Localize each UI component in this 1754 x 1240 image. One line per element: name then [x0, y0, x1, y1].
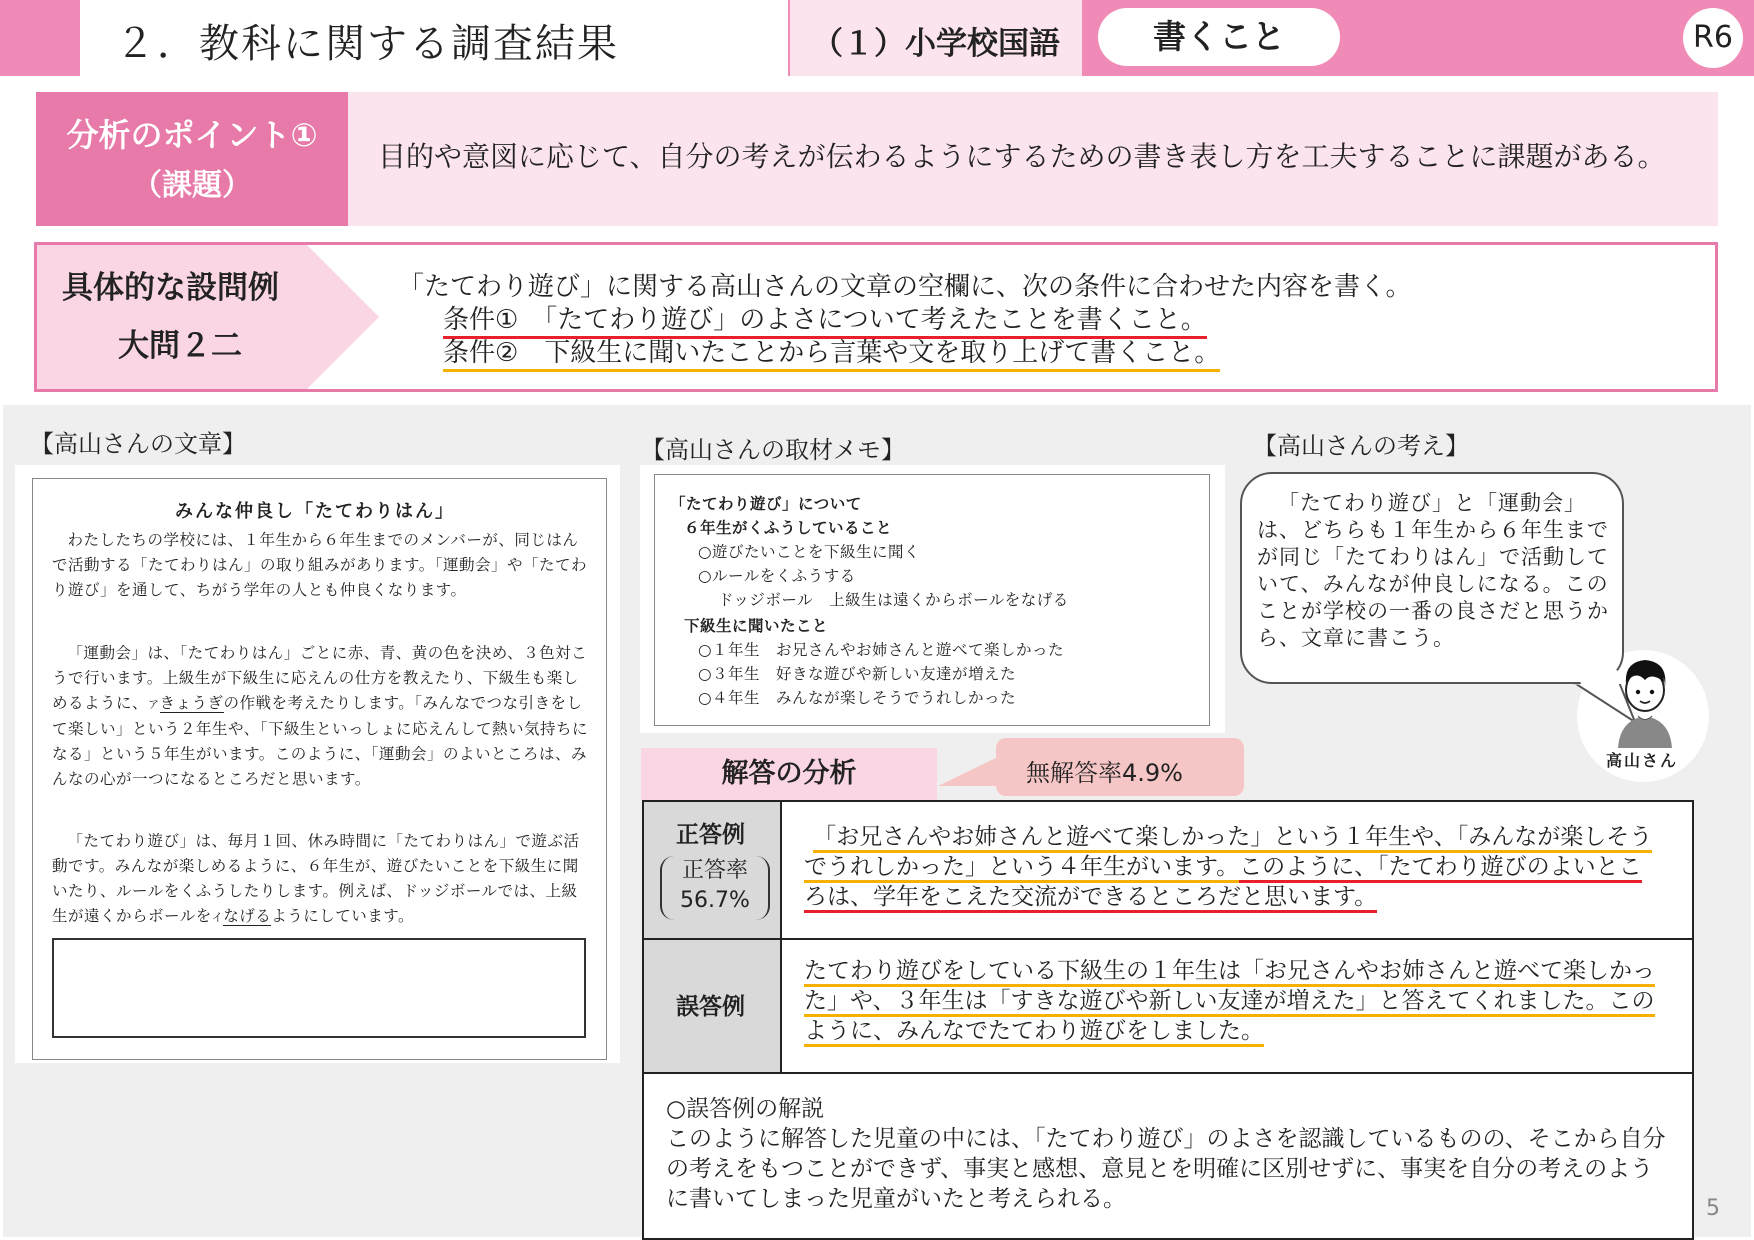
- memo-line: ○４年生 みんなが楽しそうでうれしかった: [698, 689, 1017, 707]
- memo-line: ○ルールをくふうする: [698, 567, 856, 585]
- memo-line: 「たてわり遊び」について: [670, 495, 862, 513]
- wrong-example-label: 誤答例: [676, 994, 745, 1020]
- analysis-point-label-line1: 分析のポイント①: [66, 116, 318, 154]
- essay-paragraph-3-rest: ようにしています。: [271, 907, 414, 925]
- table-divider: [780, 802, 782, 1072]
- explanation-title: ○誤答例の解説: [666, 1096, 825, 1122]
- correct-example-text: [804, 822, 1664, 912]
- essay-paragraph-3: [52, 829, 592, 930]
- student-caption: 高山さん: [1606, 751, 1679, 770]
- memo-heading: 【高山さんの取材メモ】: [641, 436, 905, 464]
- memo-line: ６年生がくふうしていること: [684, 519, 893, 537]
- essay-heading: 【高山さんの文章】: [30, 430, 246, 458]
- essay-title: みんな仲良し「たてわりはん」: [175, 501, 455, 522]
- question-condition-2: 条件② 下級生に聞いたことから言葉や文を取り上げて書くこと。: [443, 332, 1220, 372]
- question-main-text: 「たてわり遊び」に関する高山さんの文章の空欄に、次の条件に合わせた内容を書く。: [398, 272, 1412, 302]
- essay-paragraph-2-text: 「運動会」は、「たてわりはん」ごとに赤、青、黄の色を決め、３色対こうで行います。上級生が下級生に応えんの仕方を教えたり、下級生も楽しめるように、: [52, 644, 588, 712]
- analysis-point-label: [36, 92, 348, 226]
- essay-blank-box[interactable]: [52, 938, 586, 1038]
- student-avatar-icon: [1612, 656, 1678, 748]
- explanation: [666, 1094, 1676, 1214]
- analysis-point-label-line2: （課題）: [132, 168, 252, 203]
- memo-line: ○遊びたいことを下級生に聞く: [698, 543, 921, 561]
- explanation-text: このように解答した児童の中には、「たてわり遊び」のよさを認識しているものの、そこから自分の考えをもつことができず、事実と感想、意見とを明確に区別せずに、事実を自分の考えのように書いてしまった児童がいたと考えられる。: [666, 1126, 1666, 1212]
- essay-mark-i: イ: [211, 911, 224, 924]
- correct-rate-label: 正答率: [681, 858, 748, 883]
- essay-underlined-a: きょうぎ: [159, 694, 224, 712]
- year-badge: R6: [1683, 8, 1743, 68]
- essay-paragraph-1: わたしたちの学校には、１年生から６年生までのメンバーが、同じはんで活動する「たてわりはん」の取り組みがあります。「運動会」や「たてわり遊び」を通して、ちがう学年の人とも仲良くなります。: [52, 531, 588, 599]
- correct-rate-value: 56.7%: [680, 888, 750, 913]
- header-area-pill: 書くこと: [1098, 8, 1340, 66]
- no-answer-rate: 無解答率4.9%: [1026, 759, 1183, 787]
- page-title: ２．教科に関する調査結果: [115, 21, 619, 67]
- thought-heading: 【高山さんの考え】: [1253, 432, 1469, 460]
- table-divider: [644, 938, 1694, 940]
- correct-rate-badge: [660, 856, 770, 920]
- header-subject: （１）小学校国語: [812, 26, 1060, 62]
- question-example-label: 具体的な設問例: [62, 270, 279, 306]
- wrong-example-body: たてわり遊びをしている下級生の１年生は「お兄さんやお姉さんと遊べて楽しかった」や、３年生は「すきな遊びや新しい友達が増えた」と答えてくれました。このように、みんなでたてわり遊びをしました。: [804, 958, 1655, 1047]
- question-condition-1: 条件① 「たてわり遊び」のよさについて考えたことを書くこと。: [443, 299, 1207, 339]
- memo-line: ドッジボール 上級生は遠くからボールをなげる: [718, 591, 1069, 609]
- page-number: 5: [1706, 1196, 1720, 1221]
- essay-underlined-i: なげる: [223, 907, 272, 925]
- analysis-point-text: 目的や意図に応じて、自分の考えが伝わるようにするための書き表し方を工夫することに課題がある。: [378, 140, 1666, 173]
- correct-example-opinion: このように、「たてわり遊びのよいところは、学年をこえた交流ができるところだと思います。: [804, 854, 1642, 913]
- table-divider: [644, 1072, 1694, 1074]
- essay-paragraph-2: [52, 641, 592, 792]
- thought-text: 「たてわり遊び」と「運動会」は、どちらも１年生から６年生までが同じ「たてわりはん」で活動していて、みんなが仲良しになる。このことが学校の一番の良さだと思うから、文章に書こう。: [1257, 491, 1609, 650]
- correct-example-label: 正答例: [676, 822, 745, 848]
- essay-mark-a: ア: [148, 698, 160, 711]
- memo-line: ○１年生 お兄さんやお姉さんと遊べて楽しかった: [698, 641, 1065, 659]
- memo-line: ○３年生 好きな遊びや新しい友達が増えた: [698, 665, 1017, 683]
- question-number: 大問２二: [118, 328, 242, 364]
- essay-paragraph-2-rest: の作戦を考えたりします。「みんなでつな引きをして楽しい」という２年生や、「下級生といっしょに応えんして熱い気持ちになる」という５年生がいます。このように、「運動会」のよいところは、みんなの心が一つになるところだと思います。: [52, 694, 588, 788]
- essay-paragraph-3-text: 「たてわり遊び」は、毎月１回、休み時間に「たてわりはん」で遊ぶ活動です。みんなが楽しめるように、６年生が、遊びたいことを下級生に聞いたり、ルールをくふうしたりします。例えば、ドッジボールでは、上級生が遠くからボールを: [52, 832, 580, 925]
- wrong-example-text: [804, 956, 1664, 1046]
- answer-analysis-heading: 解答の分析: [641, 748, 937, 800]
- memo-line: 下級生に聞いたこと: [684, 617, 829, 635]
- correct-example-quote: 「お兄さんやお姉さんと遊べて楽しかった」という１年生や、「みんなが楽しそうでうれしかった」という４年生がいます。: [804, 824, 1652, 883]
